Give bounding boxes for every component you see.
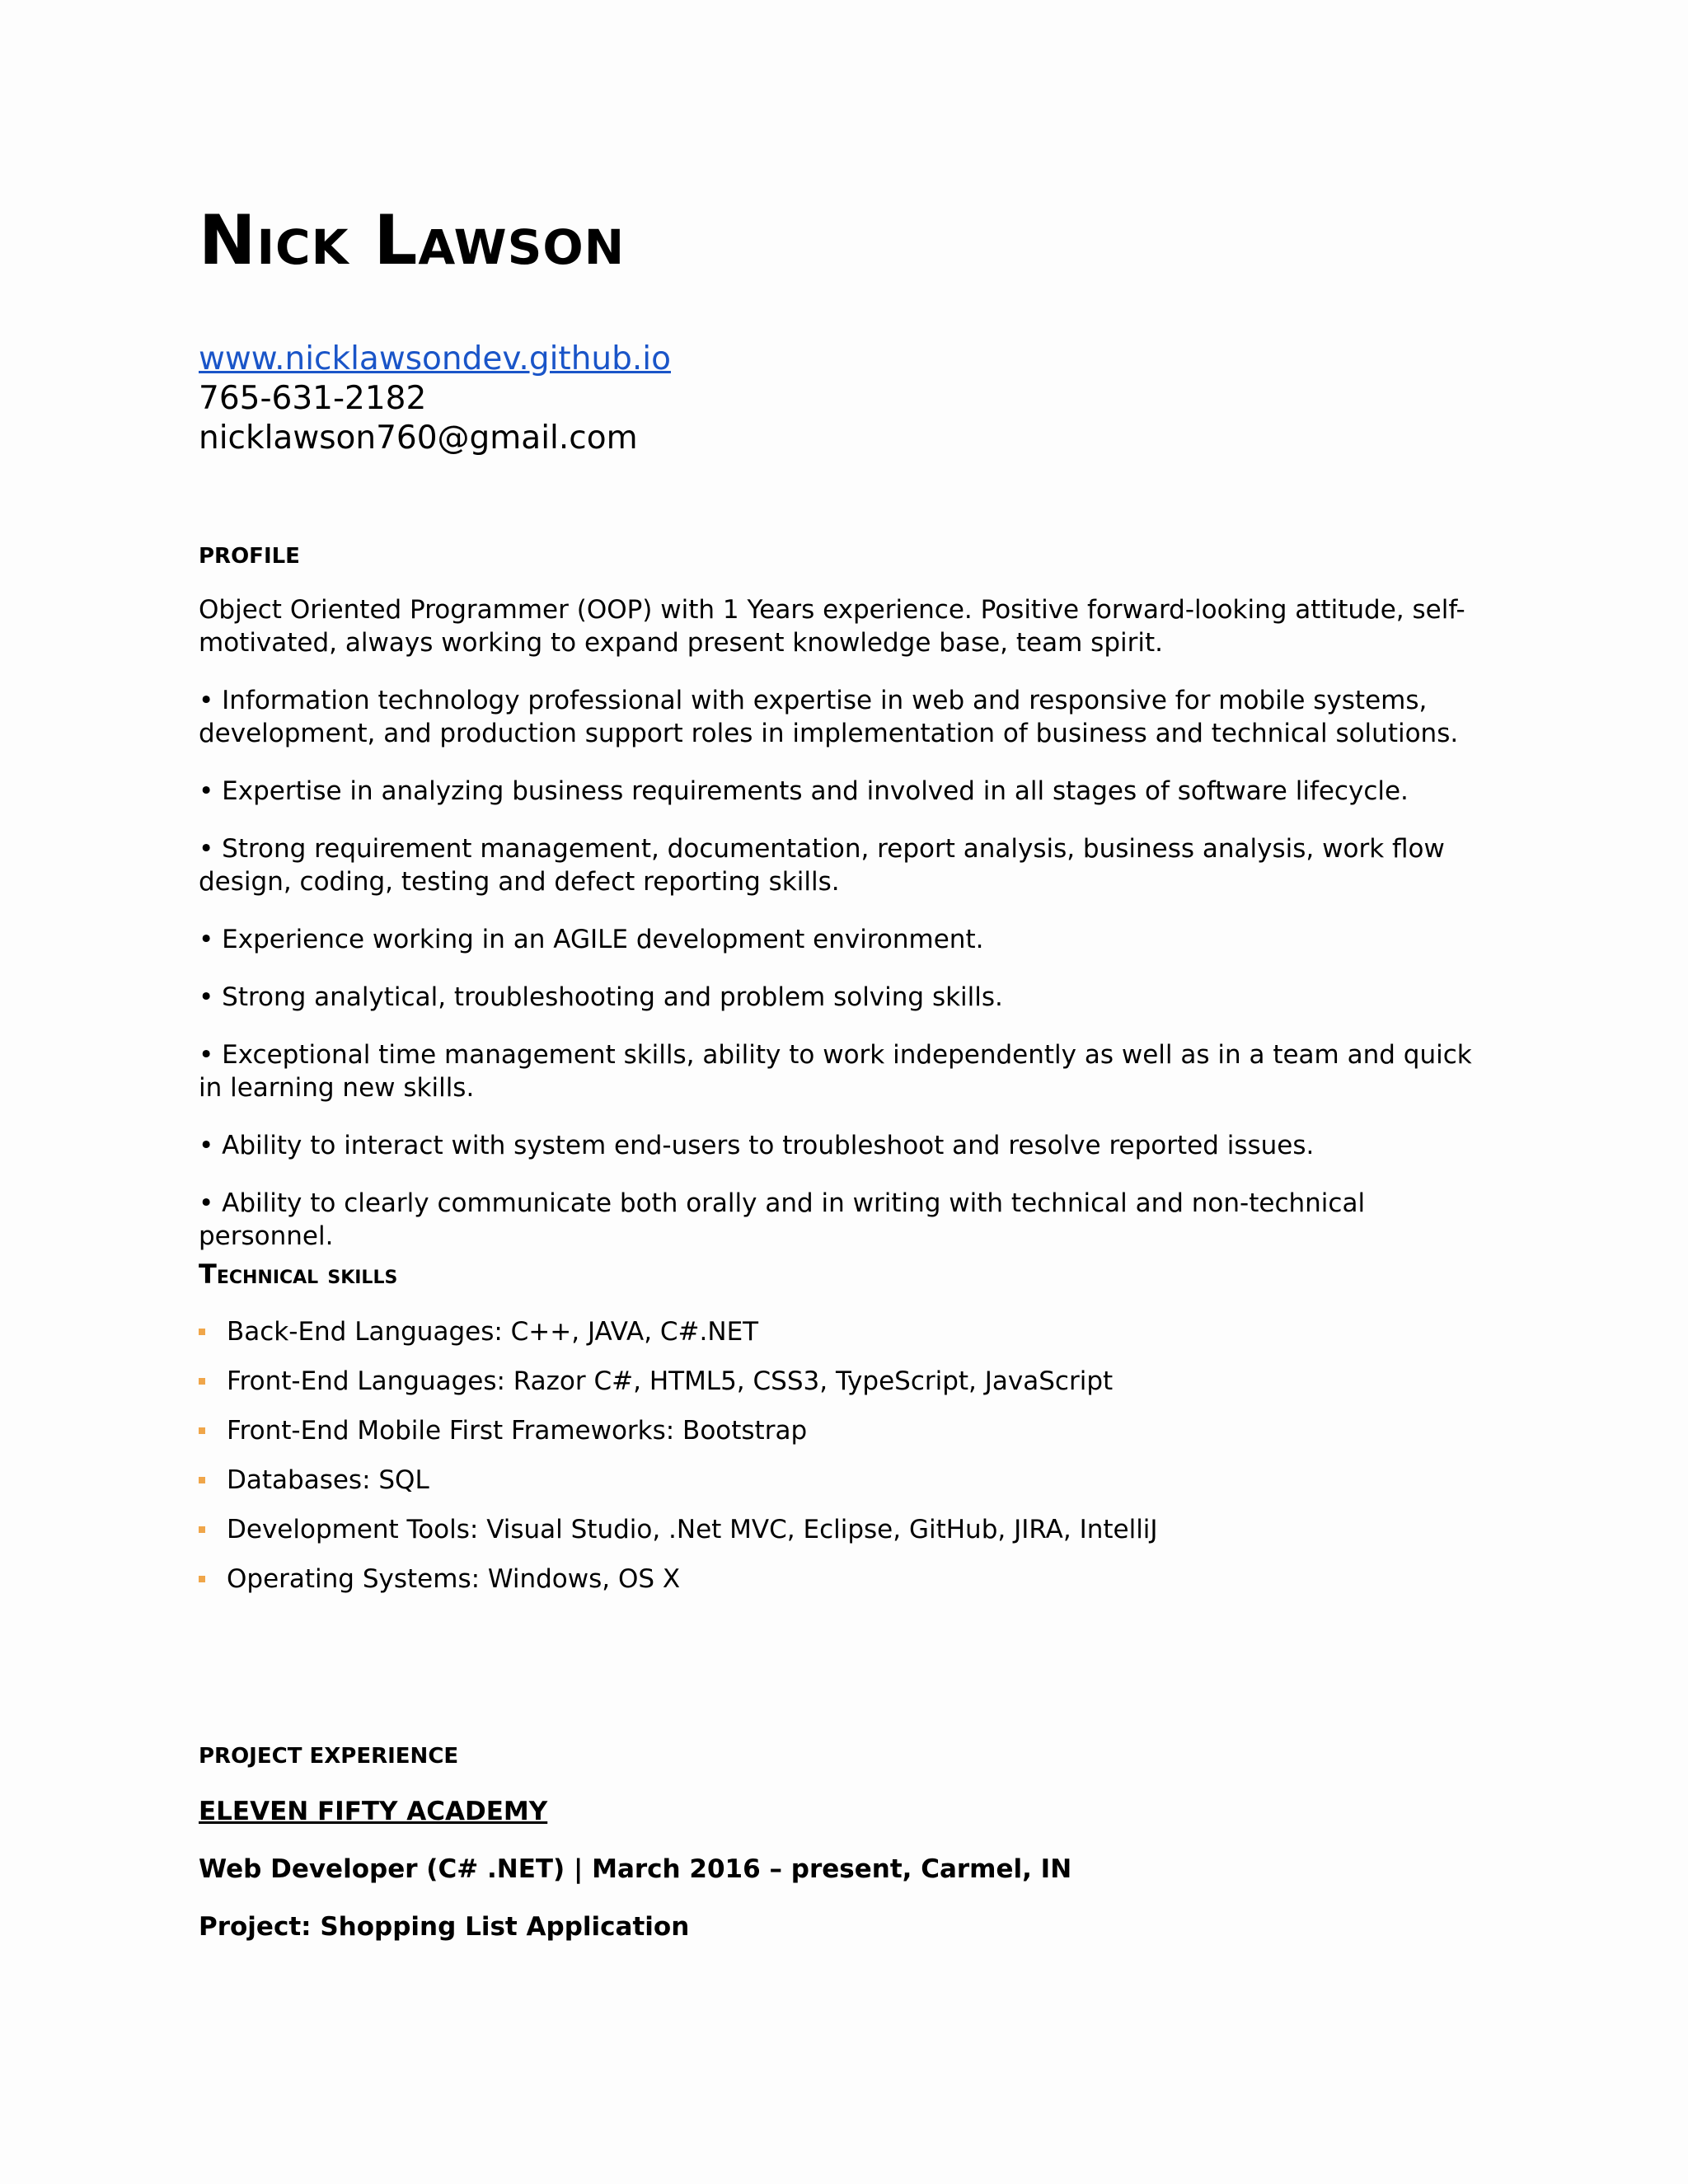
profile-point: • Strong analytical, troubleshooting and problem solving skills. bbox=[199, 982, 1003, 1012]
list-item: Databases: SQL bbox=[199, 1464, 1158, 1513]
job-role: Web Developer (C# .NET) | March 2016 – present, Carmel, IN bbox=[199, 1854, 1072, 1884]
profile-point: • Expertise in analyzing business requirements and involved in all stages of software lifecycle. bbox=[199, 776, 1409, 806]
list-item: Front-End Mobile First Frameworks: Bootstrap bbox=[199, 1414, 1158, 1464]
list-item: Operating Systems: Windows, OS X bbox=[199, 1563, 1158, 1612]
profile-point: • Ability to clearly communicate both orally and in writing with technical and non-technical personnel. bbox=[199, 1188, 1366, 1251]
phone-number: 765-631-2182 bbox=[199, 380, 427, 417]
profile-point: • Experience working in an AGILE development environment. bbox=[199, 925, 984, 954]
project-title: Project: Shopping List Application bbox=[199, 1912, 690, 1942]
list-item: Front-End Languages: Razor C#, HTML5, CSS3, TypeScript, JavaScript bbox=[199, 1365, 1158, 1414]
skills-list bbox=[199, 1315, 1158, 1612]
square-bullet-icon bbox=[199, 1576, 205, 1582]
profile-summary: Object Oriented Programmer (OOP) with 1 Years experience. Positive forward-looking attitude, self-motivated, always working to expand present knowledge base, team spirit. bbox=[199, 595, 1465, 658]
company-name: ELEVEN FIFTY ACADEMY bbox=[199, 1797, 548, 1826]
square-bullet-icon bbox=[199, 1427, 205, 1434]
list-item: Development Tools: Visual Studio, .Net MVC, Eclipse, GitHub, JIRA, IntelliJ bbox=[199, 1513, 1158, 1563]
applicant-name: Nick Lawson bbox=[199, 200, 626, 280]
list-item: Back-End Languages: C++, JAVA, C#.NET bbox=[199, 1315, 1158, 1365]
profile-point: • Exceptional time management skills, ability to work independently as well as in a team and quick in learning new skills. bbox=[199, 1040, 1472, 1103]
project-experience-heading: PROJECT EXPERIENCE bbox=[199, 1744, 459, 1769]
contact-block bbox=[199, 340, 671, 458]
profile-point: • Strong requirement management, documentation, report analysis, business analysis, work flow design, coding, testing and defect reporting skills. bbox=[199, 834, 1445, 897]
profile-point: • Information technology professional with expertise in web and responsive for mobile systems, development, and production support roles in implementation of business and technical solutions. bbox=[199, 686, 1459, 748]
website-link[interactable]: www.nicklawsondev.github.io bbox=[199, 340, 671, 377]
square-bullet-icon bbox=[199, 1477, 205, 1483]
square-bullet-icon bbox=[199, 1378, 205, 1385]
technical-skills-heading: Technical skills bbox=[199, 1258, 398, 1290]
email-address: nicklawson760@gmail.com bbox=[199, 419, 638, 457]
square-bullet-icon bbox=[199, 1526, 205, 1533]
profile-section bbox=[199, 593, 1484, 1277]
profile-heading: PROFILE bbox=[199, 544, 300, 569]
profile-point: • Ability to interact with system end-users to troubleshoot and resolve reported issues. bbox=[199, 1131, 1315, 1160]
square-bullet-icon bbox=[199, 1329, 205, 1335]
